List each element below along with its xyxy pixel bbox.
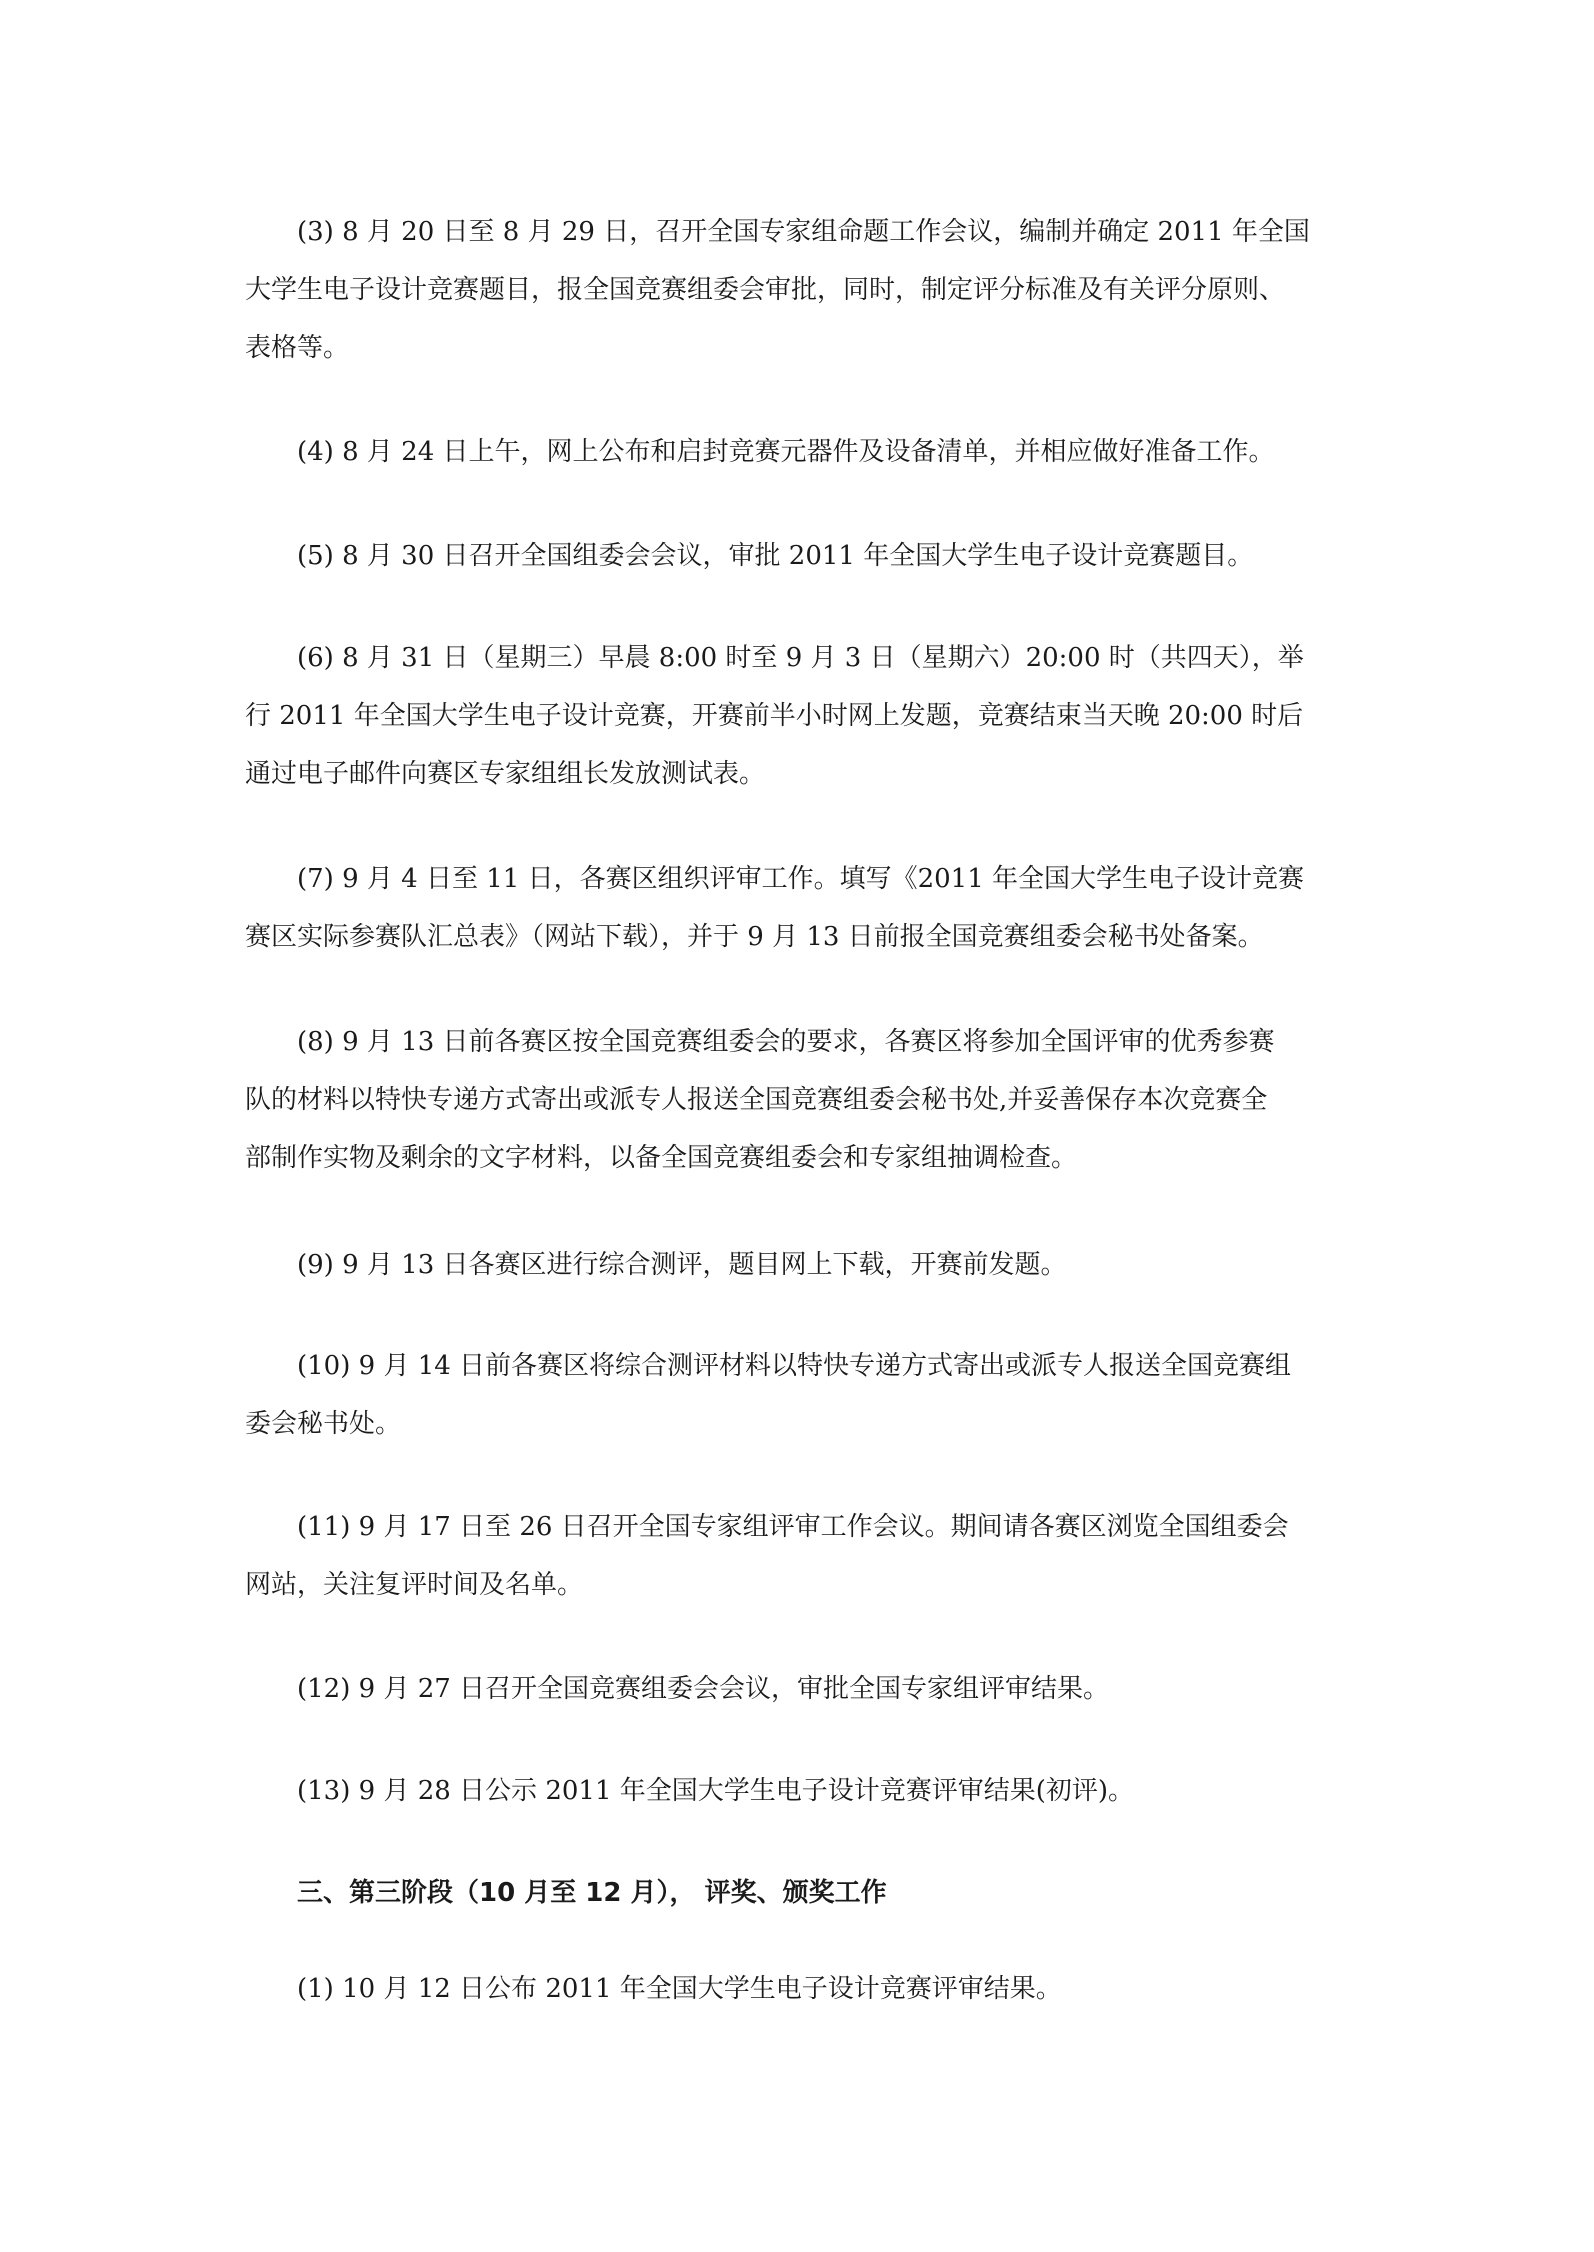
section-heading xyxy=(245,1864,1375,1922)
schedule-item-10 xyxy=(245,1337,1375,1453)
schedule-item-4 xyxy=(245,423,1375,481)
item-4-line-1: (4) 8 月 24 日上午，网上公布和启封竞赛元器件及设备清单，并相应做好准备工作。 xyxy=(297,437,1275,467)
item-8-line-3: 部制作实物及剩余的文字材料，以备全国竞赛组委会和专家组抽调检查。 xyxy=(245,1143,1078,1173)
item-9-line-1: (9) 9 月 13 日各赛区进行综合测评，题目网上下载，开赛前发题。 xyxy=(297,1250,1067,1280)
item-10-line-1: (10) 9 月 14 日前各赛区将综合测评材料以特快专递方式寄出或派专人报送全国竞赛组 xyxy=(297,1351,1292,1381)
schedule-item-3 xyxy=(245,203,1375,377)
item-11-line-1: (11) 9 月 17 日至 26 日召开全国专家组评审工作会议。期间请各赛区浏览全国组委会 xyxy=(297,1512,1289,1542)
item-7-line-1: (7) 9 月 4 日至 11 日，各赛区组织评审工作。填写《2011 年全国大学生电子设计竞赛 xyxy=(297,864,1305,894)
item-3-line-1: (3) 8 月 20 日至 8 月 29 日，召开全国专家组命题工作会议，编制并确定 2011 年全国 xyxy=(297,217,1310,247)
item-3-line-2: 大学生电子设计竞赛题目，报全国竞赛组委会审批，同时，制定评分标准及有关评分原则、 xyxy=(245,275,1286,305)
schedule-item-6 xyxy=(245,629,1375,803)
schedule-item-13 xyxy=(245,1762,1375,1820)
item-8-line-2: 队的材料以特快专递方式寄出或派专人报送全国竞赛组委会秘书处,并妥善保存本次竞赛全 xyxy=(245,1085,1268,1115)
section-item-1-line-1: (1) 10 月 12 日公布 2011 年全国大学生电子设计竞赛评审结果。 xyxy=(297,1974,1062,2004)
item-13-line-1: (13) 9 月 28 日公示 2011 年全国大学生电子设计竞赛评审结果(初评)。 xyxy=(297,1776,1135,1806)
item-8-line-1: (8) 9 月 13 日前各赛区按全国竞赛组委会的要求，各赛区将参加全国评审的优秀参赛 xyxy=(297,1027,1275,1057)
item-6-line-2: 行 2011 年全国大学生电子设计竞赛，开赛前半小时网上发题，竞赛结束当天晚 20:00 时后 xyxy=(245,701,1304,731)
schedule-item-8 xyxy=(245,1013,1375,1187)
section-heading-text: 三、第三阶段（10 月至 12 月）， 评奖、颁奖工作 xyxy=(297,1878,887,1908)
schedule-item-5 xyxy=(245,527,1375,585)
schedule-item-12 xyxy=(245,1660,1375,1718)
item-3-line-3: 表格等。 xyxy=(245,333,350,363)
item-11-line-2: 网站，关注复评时间及名单。 xyxy=(245,1570,584,1600)
schedule-item-7 xyxy=(245,850,1375,966)
item-7-line-2: 赛区实际参赛队汇总表》（网站下载），并于 9 月 13 日前报全国竞赛组委会秘书处备案。 xyxy=(245,922,1264,952)
schedule-item-11 xyxy=(245,1498,1375,1614)
item-6-line-1: (6) 8 月 31 日（星期三）早晨 8:00 时至 9 月 3 日（星期六）20:00 时（共四天），举 xyxy=(297,643,1304,673)
item-12-line-1: (12) 9 月 27 日召开全国竞赛组委会会议，审批全国专家组评审结果。 xyxy=(297,1674,1110,1704)
item-5-line-1: (5) 8 月 30 日召开全国组委会会议，审批 2011 年全国大学生电子设计竞赛题目。 xyxy=(297,541,1254,571)
schedule-item-9 xyxy=(245,1236,1375,1294)
item-10-line-2: 委会秘书处。 xyxy=(245,1409,402,1439)
item-6-line-3: 通过电子邮件向赛区专家组组长发放测试表。 xyxy=(245,759,766,789)
section-item-1 xyxy=(245,1960,1375,2018)
